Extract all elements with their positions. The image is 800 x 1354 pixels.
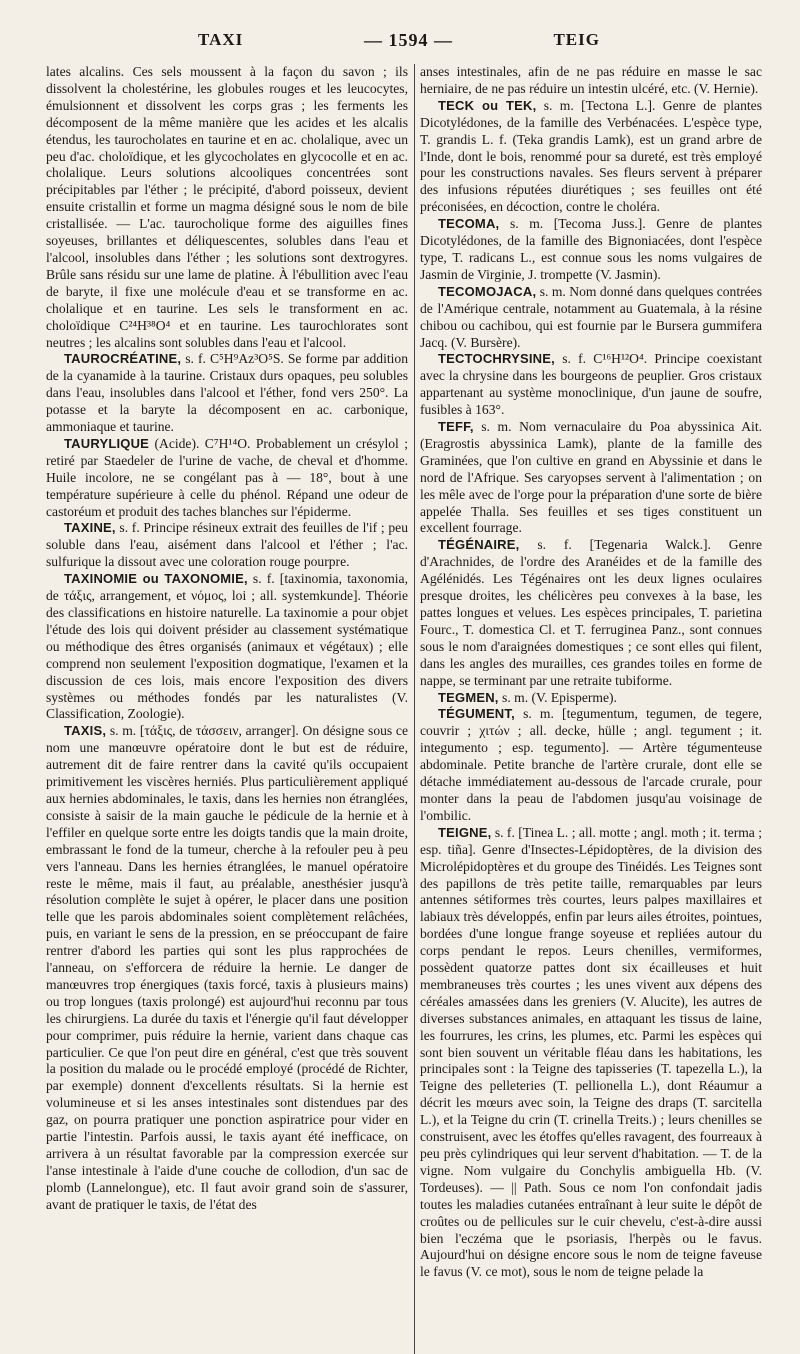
dictionary-entry xyxy=(420,419,762,537)
entry-headword: TEIGNE, xyxy=(438,824,492,840)
dictionary-entry xyxy=(46,571,408,723)
entry-headword: TAUROCRÉATINE, xyxy=(64,351,182,367)
entry-text: s. f. C¹⁶H¹²O⁴. Principe coexistant avec la chrysine dans les bourgeons de peuplier. Gros cristaux appartenant au système monoclinique, d'un jaune de soufre, fusibles à 163°. xyxy=(420,351,762,418)
entry-headword: TÉGUMENT, xyxy=(438,706,515,722)
dictionary-entry xyxy=(420,98,762,216)
entry-text: s. m. (V. Episperme). xyxy=(502,689,617,705)
entry-text: s. m. [τάξις, de τάσσειν, arranger]. On désigne sous ce nom une manœuvre opératoire dont le but est de réduire, autrement dit de faire rentrer dans la cavité qu'ils occupaient primitivement les viscères herniés. Plus particulièrement appliqué aux hernies abdominales, le taxis, dans les hernies non étranglées, consiste à saisir de la main gauche le pédicule de la hernie et à l'effiler en quelque sorte entre les doigts tandis que la main droite, embrassant le fond de la tumeur, cherche à la refouler peu à peu vers l'anneau. Dans les hernies étranglées, le manuel opératoire reste le même, mais il faut, au préalable, anesthésier jusqu'à résolution complète le sujet à opérer, le placer dans une position telle que les parois abdominales soient complètement relâchées, puis, en variant le sens de la pression, en se préoccupant de faire rentrer d'abord les parties qui sont les plus rapprochées de l'anneau, on s'efforcera de réduire la hernie. Le danger de manœuvres trop énergiques (taxis forcé, taxis à plusieurs mains) ou trop longues (taxis prolongé) est aujourd'hui reconnu par tous les chirurgiens. La durée du taxis et l'énergie qu'il faut développer pour comprimer, puis réduire la hernie, varient dans chaque cas particulier. Ce que l'on peut dire en général, c'est que très souvent la position du malade ou le procédé employé (procédé de Richter, par exemple) donnent d'excellents résultats. Si la hernie est volumineuse et si les anses intestinales sont distendues par des gaz, on pourra pratiquer une ponction aspiratrice pour vider en partie l'intestin. Parfois aussi, le taxis ayant été inefficace, on arrivera à un résultat favorable par la compression exercée sur l'anse intestinale à l'aide d'une couche de collodion, d'un sac de plomb (Lannelongue), etc. Il faut avoir grand soin de s'assurer, avant de pratiquer le taxis, de l'état des xyxy=(46,723,408,1212)
entry-headword: TAXINOMIE ou TAXONOMIE, xyxy=(64,571,248,587)
entry-text: s. m. [tegumentum, tegumen, de tegere, couvrir ; χιτών ; all. decke, hülle ; angl. tegument ; it. integumento ; esp. tegumento]. — Artère tégumenteuse abdominale. Petite branche de l'artère crurale, dont elle se détache immédiatement au-dessous de l'arcade crurale, pour monter dans la peau de l'abdomen jusqu'au voisinage de l'ombilic. xyxy=(420,706,762,823)
dictionary-entry xyxy=(420,690,762,707)
entry-headword: TECTOCHRYSINE, xyxy=(438,351,555,367)
entry-headword: TECOMA, xyxy=(438,216,500,232)
entry-text: s. f. C⁵H⁹Az³O⁵S. Se forme par addition de la cyanamide à la taurine. Cristaux durs opaques, peu solubles dans l'eau, insolubles dans l'alcool et l'éther, fond vers 250°. La potasse et la baryte la décomposent en ac. carbonique, ammoniaque et taurine. xyxy=(46,351,408,435)
entry-headword: TECOMOJACA, xyxy=(438,283,537,299)
entry-text: s. m. Nom vernaculaire du Poa abyssinica Ait. (Eragrostis abyssinica Lamk), plante de la famille des Graminées, que l'on cultive en grand en Abyssinie et dans le nord de l'Afrique. Ses caryopses servent à l'alimentation ; on les mêle avec de l'orge pour la préparation d'une sorte de bière appelée Thalla. Ses feuilles et ses tiges constituent un excellent fourrage. xyxy=(420,419,762,536)
entry-text: s. m. Nom donné dans quelques contrées de l'Amérique centrale, notamment au Guatemala, à la résine chibou ou cachibou, qui est fournie par le Bursera gummifera Jacq. (V. Bursère). xyxy=(420,283,762,350)
entry-text: (Acide). C⁷H¹⁴O. Probablement un crésylol ; retiré par Staedeler de l'urine de vache, de cheval et d'homme. Huile incolore, ne se congélant pas à — 18°, bout à une température supérieure à celle du phénol. Répand une odeur de castoréum et produit des taches blanches sur l'épiderme. xyxy=(46,435,408,519)
dictionary-entry xyxy=(420,216,762,284)
entry-headword: TAXINE, xyxy=(64,520,116,536)
header-left-guideword: TAXI xyxy=(198,30,244,49)
dictionary-entry xyxy=(420,351,762,419)
dictionary-entry xyxy=(420,537,762,689)
dictionary-entry xyxy=(46,436,408,521)
page-number: — 1594 — xyxy=(364,30,453,50)
entry-headword: TECK ou TEK, xyxy=(438,97,537,113)
dictionary-entry xyxy=(46,723,408,1213)
entry-headword: TEGMEN, xyxy=(438,689,499,705)
entry-text: s. f. Principe résineux extrait des feuilles de l'if ; peu soluble dans l'eau, aisément dans l'alcool et l'éther ; l'ac. sulfurique la dissout avec une coloration rouge pourpre. xyxy=(46,520,408,570)
entry-headword: TAXIS, xyxy=(64,723,107,739)
entry-text: anses intestinales, afin de ne pas réduire en masse le sac herniaire, de ne pas réduire un intestin ulcéré, etc. (V. Hernie). xyxy=(420,64,762,96)
dictionary-entry xyxy=(420,825,762,1281)
page-header xyxy=(46,30,760,64)
entry-text: lates alcalins. Ces sels moussent à la façon du savon ; ils dissolvent la cholestérine, les globules rouges et les leucocytes, émulsionnent et dissolvent les corps gras ; les ferments les décomposent de la même manière que les acides et les alcalis étendus, les taurocholates en taurine et en ac. cholalique, avec un peu d'ac. choloïdique, et les glycocholates en glycocolle et en ac. cholalique. Leurs solutions alcooliques concentrées sont précipitables par l'éther ; le précipité, d'abord poisseux, devient ensuite cristallin et forme un magma désigné sous le nom de bile cristallisée. — L'ac. taurocholique forme des aiguilles fines soyeuses, brillantes et déliquescentes, solubles dans l'eau et l'alcool, insolubles dans l'éther ; les solutions sont dextrogyres. Brûle sans résidu sur une lame de platine. À l'ébullition avec l'eau de baryte, il fixe une molécule d'eau et se transforme en ac. cholalique et en taurine. Les sels le transforment en ac. choloïdique C²⁴H³⁸O⁴ et en taurine. Les taurochlorates sont neutres ; les alcalins sont solubles dans l'eau et l'alcool. xyxy=(46,64,408,350)
dictionary-entry xyxy=(46,64,408,351)
entry-headword: TÉGÉNAIRE, xyxy=(438,537,520,553)
entry-headword: TEFF, xyxy=(438,419,474,435)
left-column xyxy=(46,64,408,1281)
column-divider xyxy=(414,64,415,1354)
header-right-guideword: TEIG xyxy=(553,30,600,49)
dictionary-entry xyxy=(46,351,408,436)
entry-text: s. f. [Tinea L. ; all. motte ; angl. moth ; it. terma ; esp. tiña]. Genre d'Insectes-Lépidoptères, de la division des Microlépidoptères et du groupe des Tinéidés. Les Teignes sont des papillons de très petite taille, remarquables par leurs antennes sétiformes très courtes, leurs palpes maxillaires et labiaux très développés, enfin par leurs ailes étroites, pointues, bordées d'une longue frange soyeuse et repliées autour du corps pendant le repos. Leurs chenilles, vermiformes, possèdent quatorze pattes dont six écailleuses et huit membraneuses très courtes ; les unes vivent aux dépens des céréales amassées dans les greniers (V. Alucite), les autres de diverses substances animales, en attaquant les tissus de laine, les fourrures, les crins, les plumes, etc. Parmi les espèces qui sont bien souvent un véritable fléau dans les habitations, les principales sont : la Teigne des tapisseries (T. tapezella L.), la Teigne des pelleteries (T. pellionella L.), dont Réaumur a décrit les mœurs avec soin, la Teigne des draps (T. sarcitella L.), et la Teigne du crin (T. crinella Treits.) ; leurs chenilles se construisent, avec les étoffes qu'elles ravagent, des fourreaux à peu près cylindriques qui leur servent d'habitation. — T. de la vigne. Nom vulgaire du Conchylis ambiguella Hb. (V. Tordeuses). — || Path. Sous ce nom l'on confondait jadis toutes les maladies cutanées entraînant à leur suite le dépôt de croûtes ou de pellicules sur le cuir chevelu, c'est-à-dire aussi bien l'eczéma que le psoriasis, l'herpès ou le favus. Aujourd'hui on désigne encore sous le nom de teigne faveuse le favus (V. ce mot), sous le nom de teigne pelade la xyxy=(420,824,763,1280)
right-column xyxy=(420,64,762,1281)
dictionary-entry xyxy=(46,520,408,571)
dictionary-entry xyxy=(420,64,762,98)
entry-headword: TAURYLIQUE xyxy=(64,435,150,451)
entry-text: s. f. [taxinomia, taxonomia, de τάξις, arrangement, et νόμος, loi ; all. systemkunde]. Théorie des classifications en histoire naturelle. La taxinomie a pour objet l'étude des lois qui doivent présider au classement systématique ou méthodique des êtres organisés (animaux et végétaux) ; elle comprend non seulement l'exposition dogmatique, l'examen et la discussion de ces lois, mais encore l'exposition des divers systèmes ou méthodes fondés par les naturalistes (V. Classification, Zoologie). xyxy=(46,571,408,722)
dictionary-entry xyxy=(420,284,762,352)
entry-text: s. m. [Tecoma Juss.]. Genre de plantes Dicotylédones, de la famille des Bignoniacées, dont l'espèce type, T. radicans L., est connue sous les noms vulgaires de Jasmin de Virginie, J. trompette (V. Jasmin). xyxy=(420,216,762,282)
entry-text: s. m. [Tectona L.]. Genre de plantes Dicotylédones, de la famille des Verbénacées. L'espèce type, T. grandis L. f. (Teka grandis Lamk), est un grand arbre de l'Inde, dont le bois, renommé pour sa dureté, est très employé pour les constructions navales. Ses fleurs servent à préparer des infusions réputées diurétiques ; ses feuilles ont été préconisées, en décoction, contre le choléra. xyxy=(420,97,762,215)
entry-text: s. f. [Tegenaria Walck.]. Genre d'Arachnides, de l'ordre des Aranéides et de la famille des Agélénidés. Les Tégénaires ont les deux lignes oculaires presque droites, les chélicères peu convexes à la base, les pattes longues et velues. Les espèces principales, T. parietina Fourc., T. domestica Cl. et T. ferruginea Panz., sont connues sous le nom d'araignées domestiques ; ce sont elles qui filent, dans les angles des murailles, ces grandes toiles en forme de nappe, se terminant par une retraite tubiforme. xyxy=(420,537,762,688)
text-columns xyxy=(46,64,763,1281)
dictionary-entry xyxy=(420,706,762,824)
